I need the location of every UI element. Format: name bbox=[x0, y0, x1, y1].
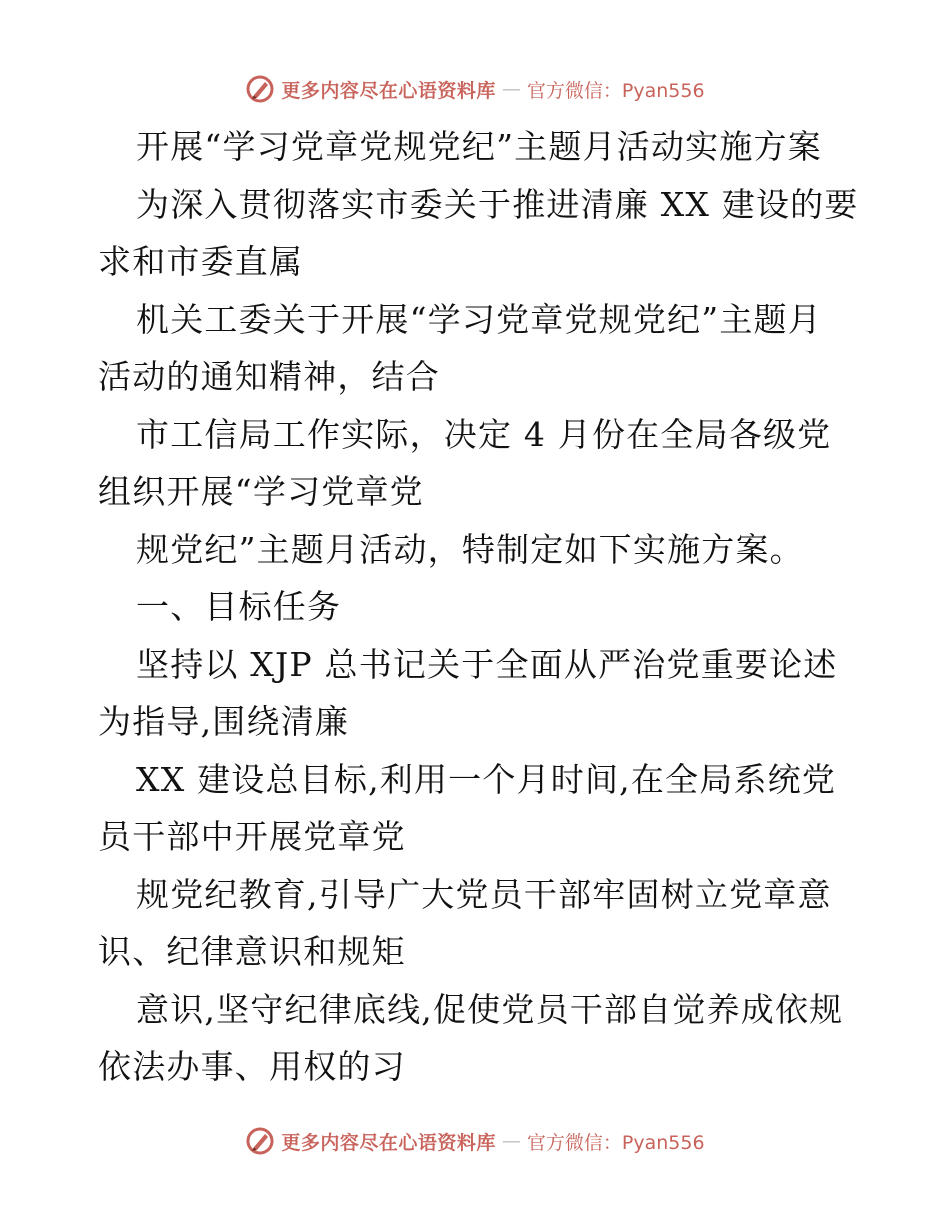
text-line: 为指导,围绕清廉 bbox=[98, 702, 350, 741]
text-line: 员干部中开展党章党 bbox=[98, 817, 406, 856]
document-body bbox=[98, 118, 858, 1096]
text-line: 识、纪律意识和规矩 bbox=[98, 932, 406, 971]
watermark-brand: 更多内容尽在心语资料库 bbox=[281, 79, 496, 102]
footer-watermark bbox=[0, 1126, 950, 1156]
text-line: 活动的通知精神，结合 bbox=[98, 357, 440, 396]
document-title: 开展“学习党章党规党纪”主题月活动实施方案 bbox=[136, 127, 822, 166]
text-line: 依法办事、用权的习 bbox=[98, 1047, 406, 1086]
text-line: 坚持以 XJP 总书记关于全面从严治党重要论述 bbox=[136, 644, 838, 684]
text-line: 求和市委直属 bbox=[98, 242, 304, 281]
text-line: 规党纪教育,引导广大党员干部牢固树立党章意 bbox=[136, 874, 832, 914]
watermark-contact: 官方微信：Pyan556 bbox=[526, 1131, 705, 1154]
watermark-brand: 更多内容尽在心语资料库 bbox=[281, 1131, 496, 1154]
text-line: 组织开展“学习党章党 bbox=[98, 472, 424, 511]
pen-logo-icon bbox=[245, 1126, 275, 1156]
text-line: 意识,坚守纪律底线,促使党员干部自觉养成依规 bbox=[136, 989, 844, 1029]
text-line: XX 建设总目标,利用一个月时间,在全局系统党 bbox=[136, 759, 837, 799]
text-line: 为深入贯彻落实市委关于推进清廉 XX 建设的要 bbox=[136, 184, 859, 224]
section-heading: 一、目标任务 bbox=[136, 587, 342, 626]
text-line: 机关工委关于开展“学习党章党规党纪”主题月 bbox=[136, 299, 822, 339]
watermark-separator: — bbox=[501, 78, 521, 100]
text-line: 市工信局工作实际，决定 4 月份在全局各级党 bbox=[136, 414, 832, 454]
header-watermark bbox=[0, 74, 950, 104]
pen-logo-icon bbox=[245, 74, 275, 104]
text-line: 规党纪”主题月活动，特制定如下实施方案。 bbox=[136, 529, 804, 569]
watermark-contact: 官方微信：Pyan556 bbox=[526, 79, 705, 102]
watermark-separator: — bbox=[501, 1130, 521, 1152]
